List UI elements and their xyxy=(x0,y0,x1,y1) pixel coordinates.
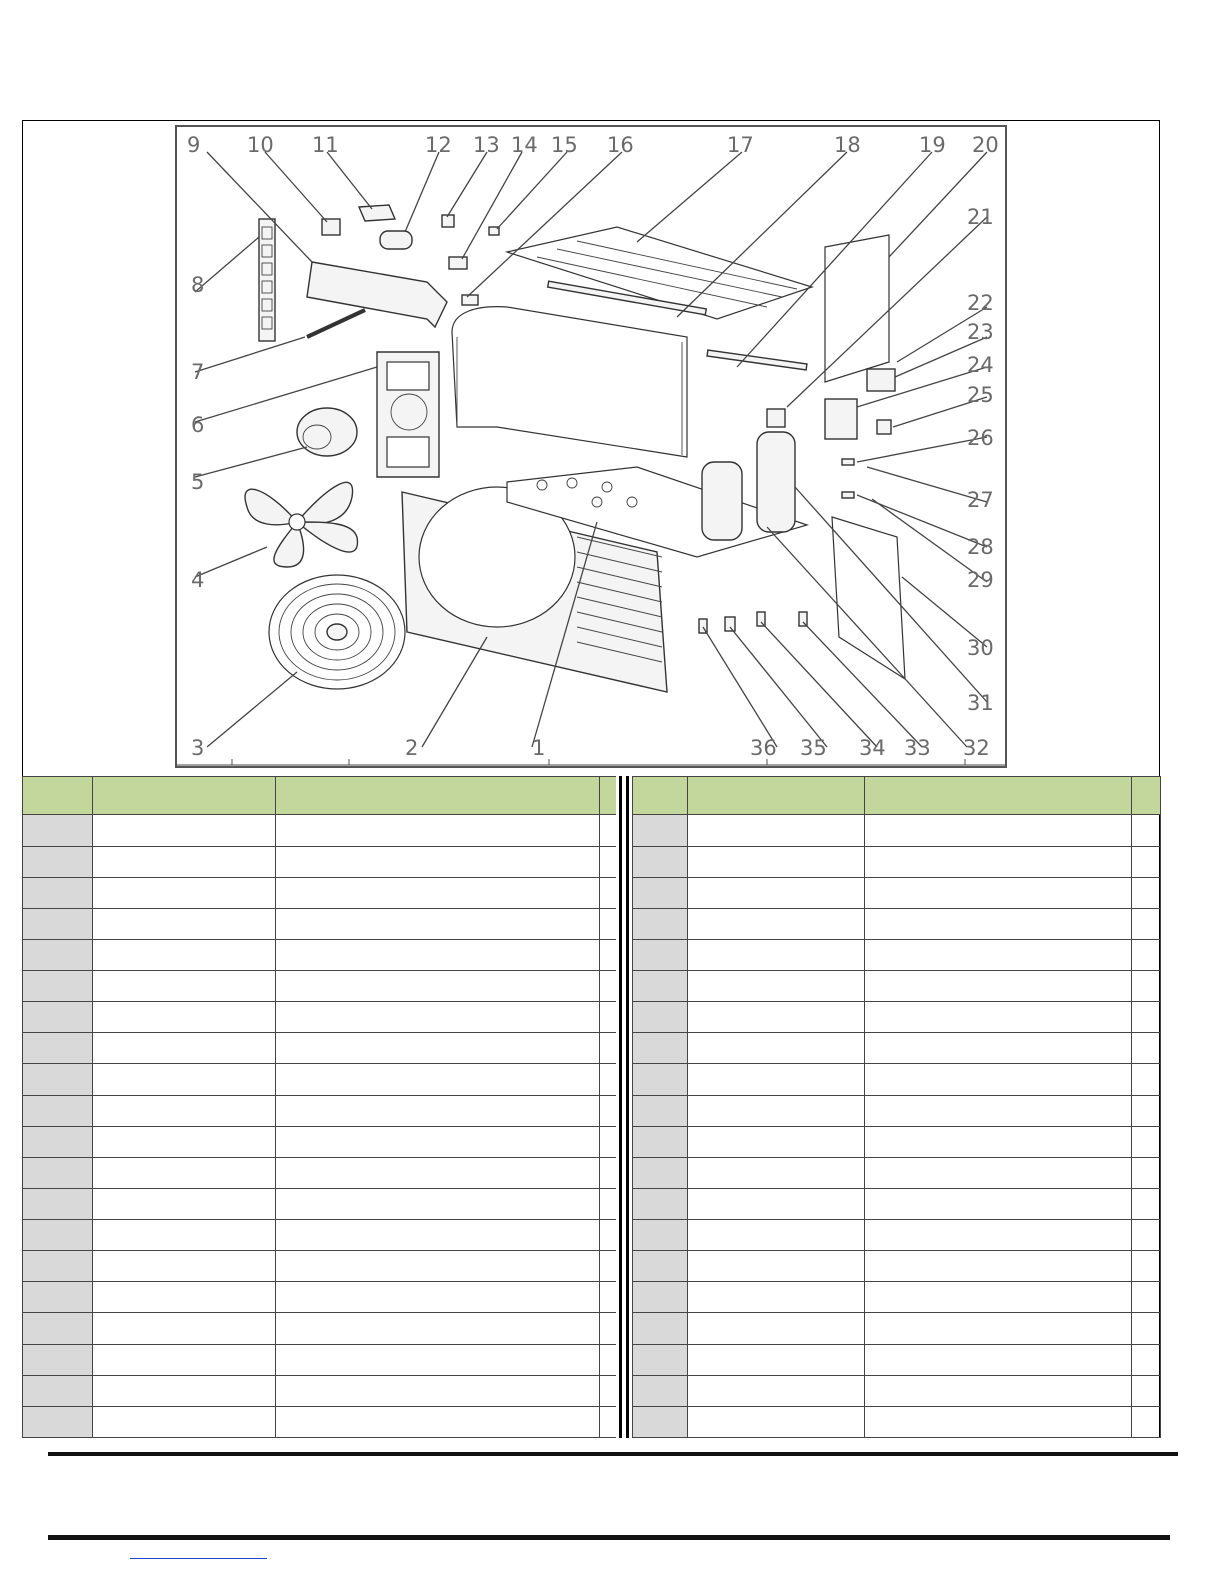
part-number-cell xyxy=(23,877,93,908)
table-row xyxy=(23,1064,617,1095)
callout-1: 1 xyxy=(532,736,546,760)
table-cell xyxy=(1132,815,1161,846)
table-row xyxy=(23,1375,617,1406)
table-header-row xyxy=(633,777,1161,815)
part-number-cell xyxy=(633,1188,688,1219)
table-row xyxy=(23,877,617,908)
part-number-cell xyxy=(23,1064,93,1095)
table-cell xyxy=(688,815,865,846)
callout-20: 20 xyxy=(972,133,999,157)
callout-5: 5 xyxy=(191,470,205,494)
table-cell xyxy=(688,846,865,877)
callout-25: 25 xyxy=(967,383,994,407)
table-row xyxy=(633,846,1161,877)
table-cell xyxy=(688,877,865,908)
part-number-cell xyxy=(633,1406,688,1437)
callout-24: 24 xyxy=(967,353,994,377)
callout-17: 17 xyxy=(727,133,754,157)
table-row xyxy=(633,877,1161,908)
callout-35: 35 xyxy=(800,736,827,760)
callout-2: 2 xyxy=(405,736,419,760)
table-cell xyxy=(1132,971,1161,1002)
table-cell xyxy=(1132,1344,1161,1375)
part-number-cell xyxy=(633,815,688,846)
table-row xyxy=(23,1220,617,1251)
table-cell xyxy=(688,939,865,970)
part-24-component xyxy=(825,399,857,439)
table-cell xyxy=(688,908,865,939)
callout-15: 15 xyxy=(551,133,578,157)
table-cell xyxy=(93,1157,276,1188)
table-cell xyxy=(865,908,1132,939)
table-row xyxy=(633,971,1161,1002)
part-number-cell xyxy=(23,1033,93,1064)
callout-14: 14 xyxy=(511,133,538,157)
table-cell xyxy=(93,1126,276,1157)
part-3-fan-grille xyxy=(269,575,405,689)
callout-29: 29 xyxy=(967,568,994,592)
table-row xyxy=(633,1344,1161,1375)
part-number-cell xyxy=(23,1126,93,1157)
footer-rule-top xyxy=(48,1452,1178,1456)
parts-table-left xyxy=(22,776,617,1438)
table-row xyxy=(633,1282,1161,1313)
part-number-cell xyxy=(23,1375,93,1406)
table-cell xyxy=(865,1064,1132,1095)
table-cell xyxy=(600,1064,617,1095)
part-number-cell xyxy=(633,1064,688,1095)
callout-34: 34 xyxy=(859,736,886,760)
part-23-component xyxy=(867,369,895,391)
table-cell xyxy=(93,877,276,908)
part-number-cell xyxy=(23,1282,93,1313)
table-cell xyxy=(865,846,1132,877)
table-row xyxy=(23,1002,617,1033)
table-cell xyxy=(1132,1375,1161,1406)
table-cell xyxy=(93,846,276,877)
part-number-cell xyxy=(23,1313,93,1344)
table-cell xyxy=(93,1406,276,1437)
table-cell xyxy=(865,1002,1132,1033)
table-row xyxy=(633,1064,1161,1095)
table-row xyxy=(633,1095,1161,1126)
table-cell xyxy=(688,1126,865,1157)
table-cell xyxy=(865,1033,1132,1064)
table-row xyxy=(633,1002,1161,1033)
table-cell xyxy=(276,939,600,970)
table-cell xyxy=(276,1406,600,1437)
table-cell xyxy=(688,1095,865,1126)
part-number-cell xyxy=(633,1157,688,1188)
table-row xyxy=(23,1095,617,1126)
table-cell xyxy=(1132,1406,1161,1437)
callout-19: 19 xyxy=(919,133,946,157)
callout-31: 31 xyxy=(967,691,994,715)
table-cell xyxy=(93,1064,276,1095)
table-cell xyxy=(1132,1251,1161,1282)
table-cell xyxy=(600,939,617,970)
table-cell xyxy=(1132,939,1161,970)
table-row xyxy=(23,1313,617,1344)
table-cell xyxy=(276,971,600,1002)
table-cell xyxy=(600,1157,617,1188)
table-cell xyxy=(600,1344,617,1375)
table-row xyxy=(23,1406,617,1437)
table-cell xyxy=(93,1095,276,1126)
part-number-cell xyxy=(23,1344,93,1375)
header-cell xyxy=(688,777,865,815)
condenser-coil xyxy=(452,307,687,457)
table-cell xyxy=(600,1220,617,1251)
table-cell xyxy=(688,1002,865,1033)
table-cell xyxy=(276,1375,600,1406)
table-row xyxy=(633,1406,1161,1437)
table-cell xyxy=(600,1406,617,1437)
part-28-valve xyxy=(842,492,854,498)
table-cell xyxy=(1132,1095,1161,1126)
table-cell xyxy=(1132,1220,1161,1251)
table-divider xyxy=(616,776,632,1438)
table-cell xyxy=(93,1344,276,1375)
table-cell xyxy=(276,1313,600,1344)
table-cell xyxy=(1132,1157,1161,1188)
table-cell xyxy=(600,846,617,877)
table-cell xyxy=(276,908,600,939)
table-cell xyxy=(688,1375,865,1406)
part-number-cell xyxy=(633,939,688,970)
table-row xyxy=(23,939,617,970)
part-25-component xyxy=(877,420,891,434)
header-cell xyxy=(633,777,688,815)
part-33-component xyxy=(799,612,807,626)
table-cell xyxy=(600,1002,617,1033)
table-cell xyxy=(1132,1002,1161,1033)
table-cell xyxy=(1132,1188,1161,1219)
table-cell xyxy=(93,1282,276,1313)
part-number-cell xyxy=(633,1344,688,1375)
table-cell xyxy=(276,1157,600,1188)
table-cell xyxy=(865,1282,1132,1313)
table-row xyxy=(633,1251,1161,1282)
part-number-cell xyxy=(633,908,688,939)
part-number-cell xyxy=(23,908,93,939)
part-number-cell xyxy=(633,1126,688,1157)
part-16-terminal xyxy=(462,295,478,305)
callout-23: 23 xyxy=(967,320,994,344)
table-cell xyxy=(276,1188,600,1219)
table-cell xyxy=(276,1251,600,1282)
table-cell xyxy=(688,1220,865,1251)
parts-table-right xyxy=(632,776,1161,1438)
table-cell xyxy=(865,939,1132,970)
table-row xyxy=(23,1344,617,1375)
table-cell xyxy=(688,1251,865,1282)
part-number-cell xyxy=(23,846,93,877)
table-cell xyxy=(688,1406,865,1437)
part-number-cell xyxy=(633,1220,688,1251)
table-cell xyxy=(276,1126,600,1157)
table-cell xyxy=(600,815,617,846)
table-row xyxy=(23,815,617,846)
part-20-side-panel xyxy=(825,235,889,382)
part-number-cell xyxy=(23,1157,93,1188)
table-cell xyxy=(93,1033,276,1064)
table-cell xyxy=(93,1251,276,1282)
part-number-cell xyxy=(633,1251,688,1282)
part-8-mounting-rail xyxy=(259,219,275,341)
part-4-fan-blade xyxy=(245,482,357,567)
part-34-component xyxy=(757,612,765,626)
table-cell xyxy=(276,1002,600,1033)
part-10-component xyxy=(322,219,340,235)
table-row xyxy=(23,1157,617,1188)
part-number-cell xyxy=(23,1188,93,1219)
table-row xyxy=(23,1126,617,1157)
table-cell xyxy=(688,1313,865,1344)
part-13-component xyxy=(442,215,454,227)
table-row xyxy=(23,971,617,1002)
callout-26: 26 xyxy=(967,426,994,450)
part-number-cell xyxy=(633,1033,688,1064)
callout-21: 21 xyxy=(967,205,994,229)
part-number-cell xyxy=(23,1251,93,1282)
table-row xyxy=(23,846,617,877)
table-cell xyxy=(276,1220,600,1251)
callout-9: 9 xyxy=(187,133,201,157)
table-cell xyxy=(93,1002,276,1033)
part-9-cover-plate xyxy=(307,262,447,327)
part-number-cell xyxy=(23,971,93,1002)
table-cell xyxy=(1132,846,1161,877)
table-row xyxy=(633,1188,1161,1219)
table-cell xyxy=(1132,1126,1161,1157)
table-cell xyxy=(600,1313,617,1344)
part-number-cell xyxy=(633,877,688,908)
exploded-view-drawing xyxy=(177,127,1005,766)
callout-28: 28 xyxy=(967,535,994,559)
table-cell xyxy=(600,908,617,939)
table-cell xyxy=(865,1313,1132,1344)
part-number-cell xyxy=(23,815,93,846)
part-number-cell xyxy=(633,1282,688,1313)
part-number-cell xyxy=(23,1220,93,1251)
table-cell xyxy=(688,1064,865,1095)
table-row xyxy=(633,1126,1161,1157)
part-number-cell xyxy=(23,1406,93,1437)
table-cell xyxy=(600,877,617,908)
part-35-component xyxy=(725,617,735,631)
table-row xyxy=(633,1313,1161,1344)
callout-16: 16 xyxy=(607,133,634,157)
table-cell xyxy=(93,971,276,1002)
table-row xyxy=(633,908,1161,939)
part-number-cell xyxy=(633,971,688,1002)
part-number-cell xyxy=(633,846,688,877)
table-cell xyxy=(93,1313,276,1344)
table-cell xyxy=(276,1095,600,1126)
part-number-cell xyxy=(633,1375,688,1406)
table-cell xyxy=(600,1033,617,1064)
table-cell xyxy=(865,1188,1132,1219)
part-number-cell xyxy=(23,1002,93,1033)
part-number-cell xyxy=(633,1095,688,1126)
table-cell xyxy=(600,1126,617,1157)
table-cell xyxy=(1132,877,1161,908)
table-cell xyxy=(93,1375,276,1406)
table-row xyxy=(633,1375,1161,1406)
part-number-cell xyxy=(633,1313,688,1344)
table-cell xyxy=(688,1188,865,1219)
table-cell xyxy=(865,1406,1132,1437)
part-7-bracket xyxy=(307,310,365,337)
table-cell xyxy=(865,1095,1132,1126)
header-cell xyxy=(276,777,600,815)
table-cell xyxy=(93,815,276,846)
table-cell xyxy=(688,1344,865,1375)
callout-11: 11 xyxy=(312,133,339,157)
table-cell xyxy=(865,1375,1132,1406)
header-cell xyxy=(93,777,276,815)
part-6-motor-bracket xyxy=(377,352,439,477)
table-row xyxy=(23,1251,617,1282)
table-row xyxy=(633,815,1161,846)
table-cell xyxy=(276,1033,600,1064)
table-cell xyxy=(865,815,1132,846)
part-5-fan-motor xyxy=(297,408,357,456)
part-14-component xyxy=(449,257,467,269)
table-cell xyxy=(93,1188,276,1219)
part-12-capacitor xyxy=(380,231,412,249)
table-cell xyxy=(865,1344,1132,1375)
part-number-cell xyxy=(633,1002,688,1033)
callout-36: 36 xyxy=(750,736,777,760)
callout-13: 13 xyxy=(473,133,500,157)
header-cell xyxy=(1132,777,1161,815)
callout-32: 32 xyxy=(963,736,990,760)
header-cell xyxy=(23,777,93,815)
table-cell xyxy=(276,846,600,877)
table-cell xyxy=(276,815,600,846)
part-number-cell xyxy=(23,939,93,970)
table-cell xyxy=(865,1126,1132,1157)
exploded-parts-diagram xyxy=(175,125,1007,768)
table-cell xyxy=(600,1095,617,1126)
table-cell xyxy=(688,1282,865,1313)
callout-27: 27 xyxy=(967,488,994,512)
footer-link[interactable] xyxy=(130,1558,267,1559)
callout-22: 22 xyxy=(967,291,994,315)
table-row xyxy=(23,1033,617,1064)
table-row xyxy=(633,939,1161,970)
table-cell xyxy=(276,1282,600,1313)
callout-18: 18 xyxy=(834,133,861,157)
table-cell xyxy=(688,1157,865,1188)
table-cell xyxy=(865,877,1132,908)
table-row xyxy=(633,1033,1161,1064)
table-cell xyxy=(600,1251,617,1282)
callout-8: 8 xyxy=(191,273,205,297)
table-cell xyxy=(1132,908,1161,939)
table-cell xyxy=(865,1220,1132,1251)
part-number-cell xyxy=(23,1095,93,1126)
callout-4: 4 xyxy=(191,568,205,592)
table-cell xyxy=(600,1375,617,1406)
callout-6: 6 xyxy=(191,413,205,437)
table-cell xyxy=(1132,1313,1161,1344)
table-cell xyxy=(1132,1064,1161,1095)
table-cell xyxy=(1132,1033,1161,1064)
callout-10: 10 xyxy=(247,133,274,157)
table-row xyxy=(633,1157,1161,1188)
table-cell xyxy=(276,1344,600,1375)
part-21-strip xyxy=(707,350,807,370)
table-row xyxy=(633,1220,1161,1251)
part-11-board xyxy=(359,205,395,221)
table-cell xyxy=(276,877,600,908)
table-cell xyxy=(688,971,865,1002)
table-cell xyxy=(276,1064,600,1095)
table-cell xyxy=(865,971,1132,1002)
table-cell xyxy=(93,939,276,970)
callout-30: 30 xyxy=(967,636,994,660)
callout-3: 3 xyxy=(191,736,205,760)
table-row xyxy=(23,1188,617,1219)
table-row xyxy=(23,908,617,939)
table-cell xyxy=(1132,1282,1161,1313)
table-cell xyxy=(865,1251,1132,1282)
callout-7: 7 xyxy=(191,360,205,384)
footer-rule-bottom xyxy=(48,1535,1170,1540)
table-row xyxy=(23,1282,617,1313)
table-cell xyxy=(93,1220,276,1251)
callout-33: 33 xyxy=(904,736,931,760)
table-cell xyxy=(600,1282,617,1313)
table-cell xyxy=(600,971,617,1002)
part-26-valve xyxy=(842,459,854,465)
header-cell xyxy=(865,777,1132,815)
table-cell xyxy=(688,1033,865,1064)
header-cell xyxy=(600,777,617,815)
table-header-row xyxy=(23,777,617,815)
table-cell xyxy=(865,1157,1132,1188)
table-cell xyxy=(600,1188,617,1219)
callout-12: 12 xyxy=(425,133,452,157)
table-cell xyxy=(93,908,276,939)
